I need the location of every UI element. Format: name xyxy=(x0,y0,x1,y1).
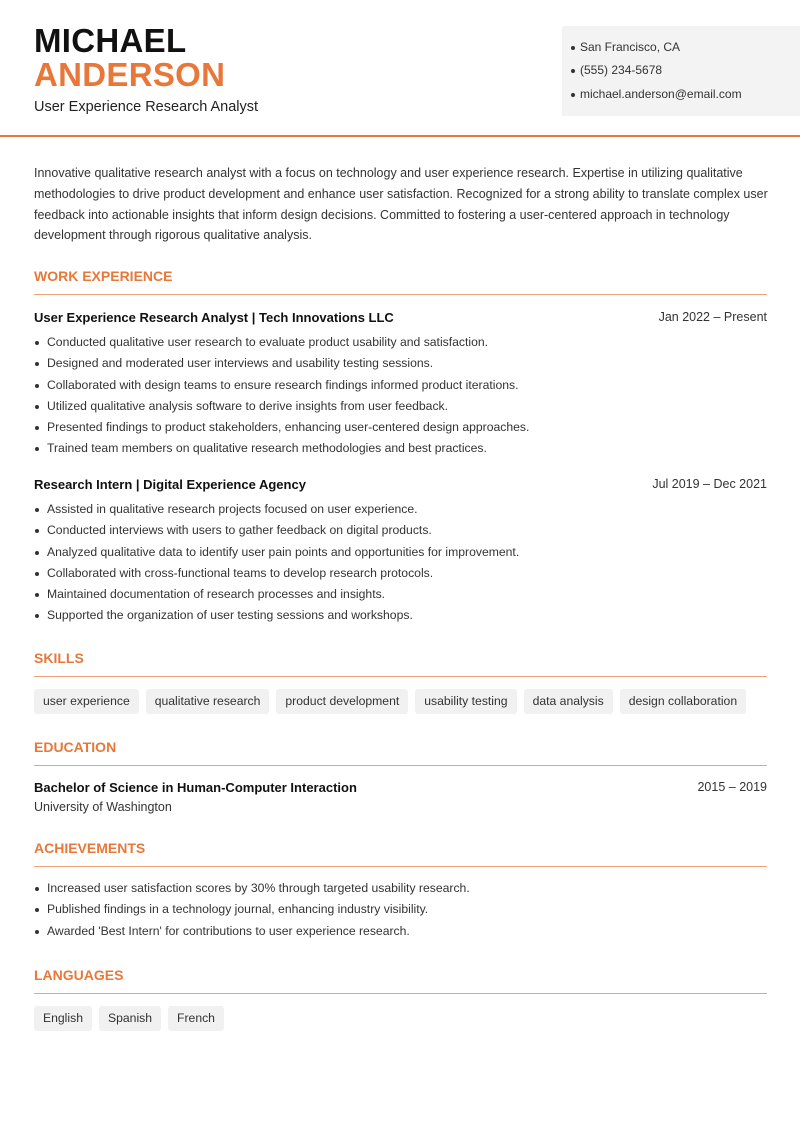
first-name: MICHAEL xyxy=(34,22,187,59)
job-dates-2: Jul 2019 – Dec 2021 xyxy=(652,477,767,491)
contact-box xyxy=(562,26,800,116)
languages-list xyxy=(34,1006,224,1031)
skill-chip: qualitative research xyxy=(146,689,270,714)
skills-list xyxy=(34,689,746,714)
job-title: User Experience Research Analyst xyxy=(34,99,259,115)
job-bullets-2 xyxy=(34,499,767,627)
section-divider xyxy=(34,765,767,766)
list-item: Trained team members on qualitative research methodologies and best practices. xyxy=(34,438,767,459)
section-divider xyxy=(34,993,767,994)
job-title-2: Research Intern | Digital Experience Agency xyxy=(34,477,306,492)
contact-email: michael.anderson@email.com xyxy=(580,87,742,101)
job-bullets-1 xyxy=(34,332,767,460)
job-title-1: User Experience Research Analyst | Tech Innovations LLC xyxy=(34,310,394,325)
list-item: Conducted qualitative user research to evaluate product usability and satisfaction. xyxy=(34,332,767,353)
section-divider xyxy=(34,866,767,867)
skill-chip: product development xyxy=(276,689,408,714)
resume-header xyxy=(0,0,800,137)
list-item: Supported the organization of user testing sessions and workshops. xyxy=(34,605,767,626)
list-item: Conducted interviews with users to gather feedback on digital products. xyxy=(34,520,767,541)
skill-chip: user experience xyxy=(34,689,139,714)
list-item: Collaborated with cross-functional teams to develop research protocols. xyxy=(34,563,767,584)
list-item: Analyzed qualitative data to identify user pain points and opportunities for improvement. xyxy=(34,542,767,563)
list-item: Utilized qualitative analysis software to derive insights from user feedback. xyxy=(34,396,767,417)
list-item: Increased user satisfaction scores by 30% through targeted usability research. xyxy=(34,878,767,899)
summary: Innovative qualitative research analyst with a focus on technology and user experience research. Expertise in utilizing qualitative methodologies to drive product development and enhance user satisfaction. Recognized for a strong ability to translate complex user feedback into actionable insights that inform design decisions. Committed to fostering a user-centered approach in technology development through rigorous qualitative analysis. xyxy=(34,166,768,243)
skills-heading: SKILLS xyxy=(34,650,84,666)
language-chip: French xyxy=(168,1006,224,1031)
list-item: Assisted in qualitative research projects focused on user experience. xyxy=(34,499,767,520)
contact-location: San Francisco, CA xyxy=(580,40,681,54)
skill-chip: usability testing xyxy=(415,689,516,714)
list-item: Awarded 'Best Intern' for contributions to user experience research. xyxy=(34,921,767,942)
achievements-list xyxy=(34,878,767,942)
language-chip: Spanish xyxy=(99,1006,161,1031)
list-item: Collaborated with design teams to ensure research findings informed product iterations. xyxy=(34,375,767,396)
last-name: ANDERSON xyxy=(34,56,226,93)
section-divider xyxy=(34,294,767,295)
achievements-heading: ACHIEVEMENTS xyxy=(34,840,146,856)
education-heading: EDUCATION xyxy=(34,739,117,755)
languages-heading: LANGUAGES xyxy=(34,967,124,983)
list-item: Published findings in a technology journal, enhancing industry visibility. xyxy=(34,899,767,920)
language-chip: English xyxy=(34,1006,92,1031)
contact-phone: (555) 234-5678 xyxy=(580,63,663,77)
degree-title: Bachelor of Science in Human-Computer Interaction xyxy=(34,780,357,795)
education-dates: 2015 – 2019 xyxy=(697,780,767,794)
job-dates-1: Jan 2022 – Present xyxy=(658,310,767,324)
section-divider xyxy=(34,676,767,677)
list-item: Presented findings to product stakeholders, enhancing user-centered design approaches. xyxy=(34,417,767,438)
skill-chip: data analysis xyxy=(524,689,613,714)
skill-chip: design collaboration xyxy=(620,689,746,714)
school-name: University of Washington xyxy=(34,800,172,814)
list-item: Designed and moderated user interviews and usability testing sessions. xyxy=(34,353,767,374)
work-experience-heading: WORK EXPERIENCE xyxy=(34,268,173,284)
list-item: Maintained documentation of research processes and insights. xyxy=(34,584,767,605)
